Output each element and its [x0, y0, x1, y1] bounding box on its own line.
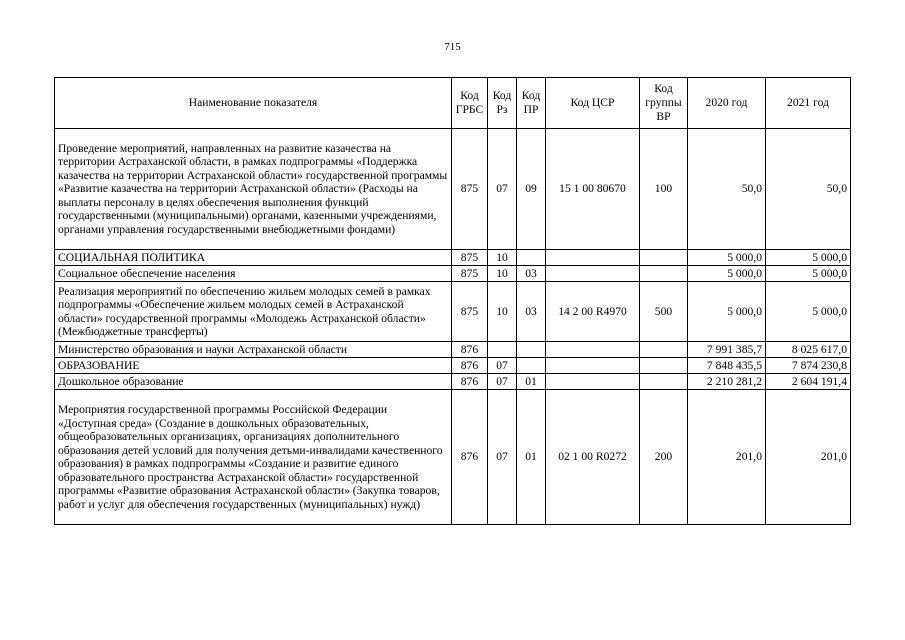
cell-rz: 07 [488, 374, 517, 390]
cell-pr: 01 [517, 390, 546, 525]
cell-name: СОЦИАЛЬНАЯ ПОЛИТИКА [55, 250, 452, 266]
table-row [55, 374, 851, 390]
cell-vr [640, 358, 688, 374]
cell-2020: 50,0 [688, 129, 766, 250]
cell-grbs: 876 [452, 342, 488, 358]
cell-pr [517, 358, 546, 374]
table-row [55, 282, 851, 342]
cell-rz: 07 [488, 358, 517, 374]
cell-vr: 200 [640, 390, 688, 525]
table-row [55, 390, 851, 525]
header-grbs: Код ГРБС [452, 78, 488, 129]
cell-2021: 7 874 230,8 [766, 358, 851, 374]
cell-csr [546, 374, 640, 390]
table-header-row [55, 78, 851, 129]
cell-grbs: 875 [452, 266, 488, 282]
cell-csr: 14 2 00 R4970 [546, 282, 640, 342]
cell-2021: 5 000,0 [766, 266, 851, 282]
cell-grbs: 876 [452, 390, 488, 525]
cell-vr: 100 [640, 129, 688, 250]
header-rz: Код Рз [488, 78, 517, 129]
cell-grbs: 876 [452, 358, 488, 374]
cell-pr [517, 250, 546, 266]
cell-2021: 8 025 617,0 [766, 342, 851, 358]
cell-name: Социальное обеспечение населения [55, 266, 452, 282]
cell-vr [640, 250, 688, 266]
cell-2020: 7 848 435,5 [688, 358, 766, 374]
table-row [55, 129, 851, 250]
cell-2021: 5 000,0 [766, 250, 851, 266]
header-name: Наименование показателя [55, 78, 452, 129]
cell-csr: 02 1 00 R0272 [546, 390, 640, 525]
cell-grbs: 875 [452, 282, 488, 342]
cell-name: Министерство образования и науки Астраханской области [55, 342, 452, 358]
cell-csr [546, 266, 640, 282]
table-row [55, 358, 851, 374]
cell-grbs: 876 [452, 374, 488, 390]
cell-name: Дошкольное образование [55, 374, 452, 390]
cell-pr: 03 [517, 266, 546, 282]
cell-grbs: 875 [452, 250, 488, 266]
header-2020: 2020 год [688, 78, 766, 129]
cell-rz: 07 [488, 129, 517, 250]
cell-rz: 10 [488, 250, 517, 266]
cell-pr: 01 [517, 374, 546, 390]
cell-pr: 03 [517, 282, 546, 342]
cell-2020: 5 000,0 [688, 282, 766, 342]
cell-2021: 50,0 [766, 129, 851, 250]
cell-pr: 09 [517, 129, 546, 250]
header-csr: Код ЦСР [546, 78, 640, 129]
cell-rz: 10 [488, 266, 517, 282]
cell-name: Реализация мероприятий по обеспечению жильем молодых семей в рамках подпрограммы «Обеспечение жильем молодых семей в Астраханской области» государственной программы «Молодежь Астраханской области» (Межбюджетные трансферты) [55, 282, 452, 342]
cell-name: Проведение мероприятий, направленных на развитие казачества на территории Астраханской области, в рамках подпрограммы «Поддержка казачества на территории Астраханской области» государственной программы «Развитие казачества на территории Астраханской области» (Расходы на выплаты персоналу в целях обеспечения выполнения функций государственными (муниципальными) органами, казенными учреждениями, органами управления государственными внебюджетными фондами) [55, 129, 452, 250]
cell-vr [640, 266, 688, 282]
cell-rz: 07 [488, 390, 517, 525]
cell-2020: 5 000,0 [688, 266, 766, 282]
cell-vr [640, 342, 688, 358]
cell-csr [546, 358, 640, 374]
cell-vr: 500 [640, 282, 688, 342]
cell-rz: 10 [488, 282, 517, 342]
cell-2021: 5 000,0 [766, 282, 851, 342]
cell-pr [517, 342, 546, 358]
cell-csr: 15 1 00 80670 [546, 129, 640, 250]
header-2021: 2021 год [766, 78, 851, 129]
table-row [55, 342, 851, 358]
cell-vr [640, 374, 688, 390]
cell-csr [546, 250, 640, 266]
cell-grbs: 875 [452, 129, 488, 250]
page-number: 715 [444, 41, 461, 53]
cell-rz [488, 342, 517, 358]
header-pr: Код ПР [517, 78, 546, 129]
table-row [55, 266, 851, 282]
cell-csr [546, 342, 640, 358]
cell-2020: 201,0 [688, 390, 766, 525]
budget-table [54, 77, 851, 525]
cell-2020: 5 000,0 [688, 250, 766, 266]
cell-name: Мероприятия государственной программы Российской Федерации «Доступная среда» (Создание в дошкольных образовательных, общеобразовательных организациях, организациях дополнительного образования детей условий для получения детьми-инвалидами качественного образования) в рамках подпрограммы «Создание и развитие единого образовательного пространства Астраханской области» государственной программы «Развитие образования Астраханской области» (Закупка товаров, работ и услуг для обеспечения государственных (муниципальных) нужд) [55, 390, 452, 525]
cell-2021: 201,0 [766, 390, 851, 525]
cell-2020: 7 991 385,7 [688, 342, 766, 358]
cell-2021: 2 604 191,4 [766, 374, 851, 390]
header-vr: Код группы ВР [640, 78, 688, 129]
cell-2020: 2 210 281,2 [688, 374, 766, 390]
cell-name: ОБРАЗОВАНИЕ [55, 358, 452, 374]
table-row [55, 250, 851, 266]
